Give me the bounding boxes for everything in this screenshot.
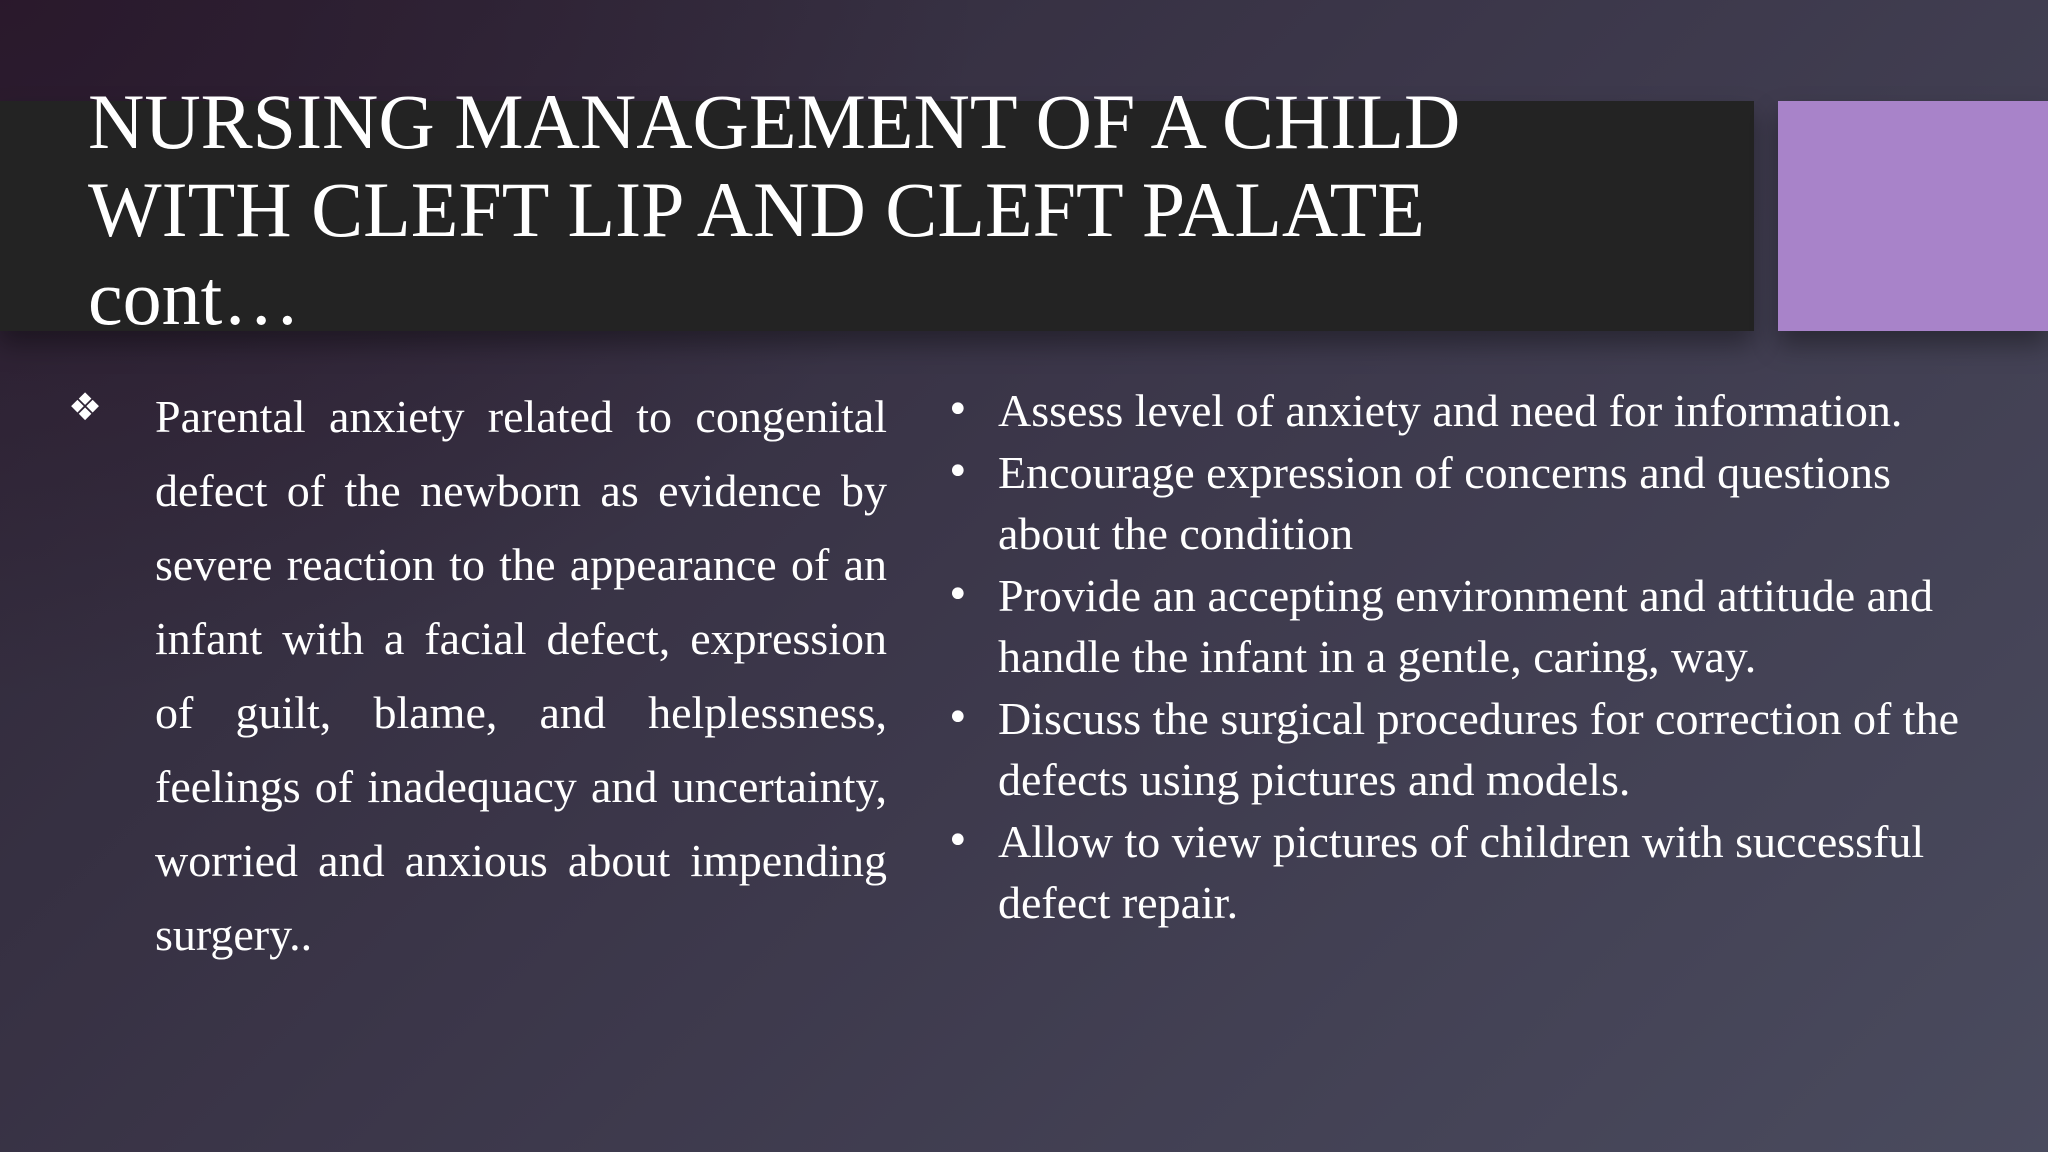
list-item-text: Encourage expression of concerns and questions about the condition [998, 446, 1891, 559]
list-item-text: Assess level of anxiety and need for information. [998, 385, 1903, 436]
accent-block [1778, 101, 2048, 331]
title-line: WITH CLEFT LIP AND CLEFT PALATE [88, 166, 1425, 253]
list-item [940, 380, 2000, 442]
list-item-text: Provide an accepting environment and attitude and handle the infant in a gentle, caring, way. [998, 569, 1934, 682]
list-item [940, 565, 2000, 688]
bullet-dot-icon: • [946, 817, 970, 864]
diamond-bullet-icon: ❖ [68, 385, 103, 429]
title-line: cont… [88, 254, 301, 341]
title-line: NURSING MANAGEMENT OF A CHILD [88, 78, 1461, 165]
slide-title [88, 78, 1728, 342]
list-item-text: Discuss the surgical procedures for correction of the defects using pictures and models. [998, 692, 1959, 805]
list-item [940, 442, 2000, 565]
interventions-list [940, 380, 2000, 934]
list-item-text: Allow to view pictures of children with successful defect repair. [998, 815, 1925, 928]
bullet-dot-icon: • [946, 571, 970, 618]
list-item [940, 688, 2000, 811]
bullet-dot-icon: • [946, 448, 970, 495]
bullet-dot-icon: • [946, 694, 970, 741]
bullet-dot-icon: • [946, 387, 970, 433]
nursing-diagnosis-text: Parental anxiety related to congenital defect of the newborn as evidence by severe reaction to the appearance of an infant with a facial defect, expression of guilt, blame, and helplessness, feelings of inadequacy and uncertainty, worried and anxious about impending surgery.. [155, 391, 887, 960]
list-item [940, 811, 2000, 934]
